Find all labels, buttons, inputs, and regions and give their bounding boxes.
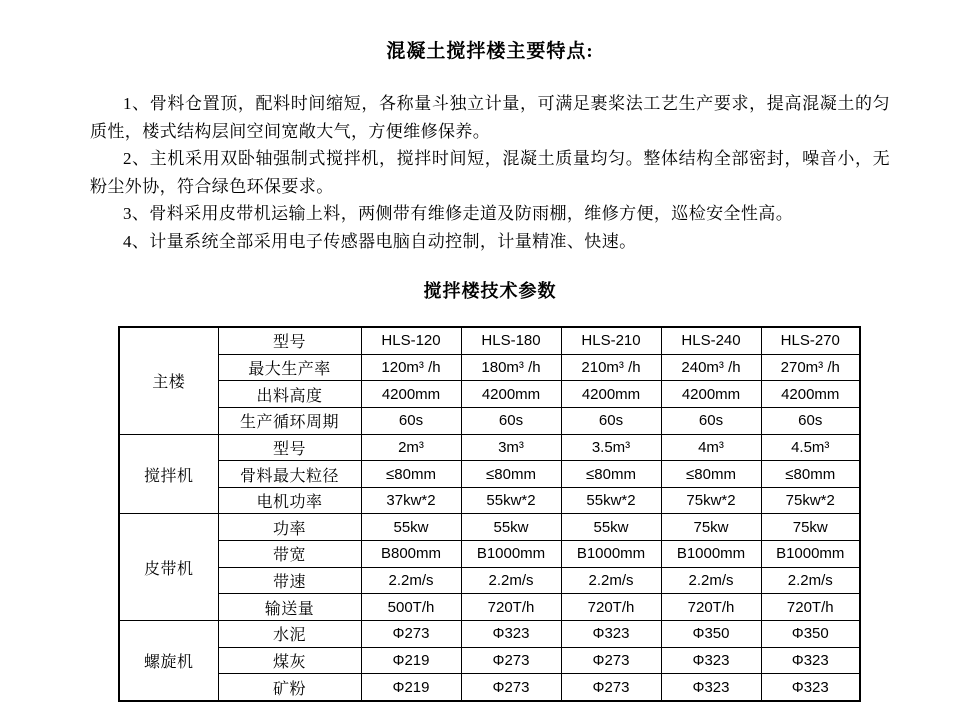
value-cell: 75kw xyxy=(761,514,860,541)
param-label-cell: 矿粉 xyxy=(218,674,361,701)
value-cell: Φ323 xyxy=(661,647,761,674)
value-cell: 55kw*2 xyxy=(561,487,661,514)
param-label-cell: 输送量 xyxy=(218,594,361,621)
value-cell: 3.5m³ xyxy=(561,434,661,461)
value-cell: 60s xyxy=(561,407,661,434)
value-cell: 4200mm xyxy=(661,381,761,408)
value-cell: Φ350 xyxy=(761,620,860,647)
table-row xyxy=(119,567,860,594)
table-row xyxy=(119,541,860,568)
table-row xyxy=(119,487,860,514)
value-cell: B1000mm xyxy=(761,541,860,568)
value-cell: 720T/h xyxy=(461,594,561,621)
param-label-cell: 带宽 xyxy=(218,541,361,568)
value-cell: HLS-240 xyxy=(661,327,761,354)
value-cell: 55kw xyxy=(561,514,661,541)
value-cell: B1000mm xyxy=(661,541,761,568)
value-cell: Φ273 xyxy=(461,647,561,674)
feature-paragraph-1: 1、骨料仓置顶，配料时间缩短，各称量斗独立计量，可满足裹桨法工艺生产要求，提高混凝土的匀质性，楼式结构层间空间宽敞大气，方便维修保养。 xyxy=(90,94,890,141)
table-row xyxy=(119,434,860,461)
group-cell-belt-conveyor: 皮带机 xyxy=(119,514,218,621)
value-cell: 2.2m/s xyxy=(561,567,661,594)
table-title: 搅拌楼技术参数 xyxy=(423,281,557,301)
table-row xyxy=(119,407,860,434)
table-row xyxy=(119,327,860,354)
table-row xyxy=(119,381,860,408)
table-row xyxy=(119,354,860,381)
param-label-cell: 出料高度 xyxy=(218,381,361,408)
table-row xyxy=(119,461,860,488)
value-cell: B1000mm xyxy=(561,541,661,568)
param-label-cell: 骨料最大粒径 xyxy=(218,461,361,488)
value-cell: 3m³ xyxy=(461,434,561,461)
value-cell: 2m³ xyxy=(361,434,461,461)
table-row xyxy=(119,647,860,674)
value-cell: HLS-210 xyxy=(561,327,661,354)
value-cell: Φ323 xyxy=(561,620,661,647)
value-cell: 4200mm xyxy=(361,381,461,408)
value-cell: 500T/h xyxy=(361,594,461,621)
value-cell: ≤80mm xyxy=(661,461,761,488)
value-cell: 4200mm xyxy=(461,381,561,408)
param-label-cell: 型号 xyxy=(218,434,361,461)
value-cell: 210m³ /h xyxy=(561,354,661,381)
table-row xyxy=(119,514,860,541)
value-cell: Φ323 xyxy=(761,647,860,674)
value-cell: Φ273 xyxy=(561,647,661,674)
value-cell: Φ219 xyxy=(361,674,461,701)
value-cell: ≤80mm xyxy=(461,461,561,488)
param-label-cell: 水泥 xyxy=(218,620,361,647)
value-cell: 60s xyxy=(461,407,561,434)
value-cell: 60s xyxy=(661,407,761,434)
value-cell: 4.5m³ xyxy=(761,434,860,461)
value-cell: 120m³ /h xyxy=(361,354,461,381)
value-cell: 2.2m/s xyxy=(661,567,761,594)
value-cell: HLS-270 xyxy=(761,327,860,354)
value-cell: 4200mm xyxy=(761,381,860,408)
param-label-cell: 电机功率 xyxy=(218,487,361,514)
table-row xyxy=(119,674,860,701)
value-cell: 4m³ xyxy=(661,434,761,461)
value-cell: 75kw*2 xyxy=(761,487,860,514)
param-label-cell: 功率 xyxy=(218,514,361,541)
value-cell: 60s xyxy=(761,407,860,434)
value-cell: Φ273 xyxy=(561,674,661,701)
value-cell: Φ323 xyxy=(761,674,860,701)
group-cell-mixer: 搅拌机 xyxy=(119,434,218,514)
value-cell: Φ323 xyxy=(461,620,561,647)
value-cell: ≤80mm xyxy=(761,461,860,488)
spec-table xyxy=(118,326,861,702)
value-cell: Φ219 xyxy=(361,647,461,674)
value-cell: Φ350 xyxy=(661,620,761,647)
feature-paragraph-2: 2、主机采用双卧轴强制式搅拌机，搅拌时间短，混凝土质量均匀。整体结构全部密封，噪音小，无粉尘外协，符合绿色环保要求。 xyxy=(90,149,890,196)
value-cell: 240m³ /h xyxy=(661,354,761,381)
table-row xyxy=(119,620,860,647)
param-label-cell: 带速 xyxy=(218,567,361,594)
value-cell: 75kw xyxy=(661,514,761,541)
value-cell: 75kw*2 xyxy=(661,487,761,514)
group-cell-screw-conveyor: 螺旋机 xyxy=(119,620,218,701)
group-cell-main-tower: 主楼 xyxy=(119,327,218,434)
param-label-cell: 最大生产率 xyxy=(218,354,361,381)
value-cell: Φ273 xyxy=(361,620,461,647)
value-cell: 720T/h xyxy=(761,594,860,621)
value-cell: B800mm xyxy=(361,541,461,568)
value-cell: 55kw xyxy=(361,514,461,541)
feature-list xyxy=(90,90,890,256)
feature-paragraph-3: 3、骨料采用皮带机运输上料，两侧带有维修走道及防雨棚，维修方便，巡检安全性高。 xyxy=(123,204,794,224)
value-cell: 2.2m/s xyxy=(761,567,860,594)
value-cell: 4200mm xyxy=(561,381,661,408)
value-cell: 2.2m/s xyxy=(361,567,461,594)
value-cell: 37kw*2 xyxy=(361,487,461,514)
value-cell: 270m³ /h xyxy=(761,354,860,381)
value-cell: 720T/h xyxy=(661,594,761,621)
value-cell: 2.2m/s xyxy=(461,567,561,594)
value-cell: Φ273 xyxy=(461,674,561,701)
param-label-cell: 型号 xyxy=(218,327,361,354)
table-row xyxy=(119,594,860,621)
value-cell: 180m³ /h xyxy=(461,354,561,381)
page-title: 混凝土搅拌楼主要特点: xyxy=(386,41,594,62)
value-cell: ≤80mm xyxy=(561,461,661,488)
param-label-cell: 煤灰 xyxy=(218,647,361,674)
value-cell: 55kw*2 xyxy=(461,487,561,514)
feature-paragraph-4: 4、计量系统全部采用电子传感器电脑自动控制，计量精准、快速。 xyxy=(123,231,637,251)
value-cell: B1000mm xyxy=(461,541,561,568)
value-cell: 55kw xyxy=(461,514,561,541)
value-cell: 60s xyxy=(361,407,461,434)
value-cell: 720T/h xyxy=(561,594,661,621)
param-label-cell: 生产循环周期 xyxy=(218,407,361,434)
value-cell: HLS-120 xyxy=(361,327,461,354)
value-cell: Φ323 xyxy=(661,674,761,701)
value-cell: ≤80mm xyxy=(361,461,461,488)
value-cell: HLS-180 xyxy=(461,327,561,354)
